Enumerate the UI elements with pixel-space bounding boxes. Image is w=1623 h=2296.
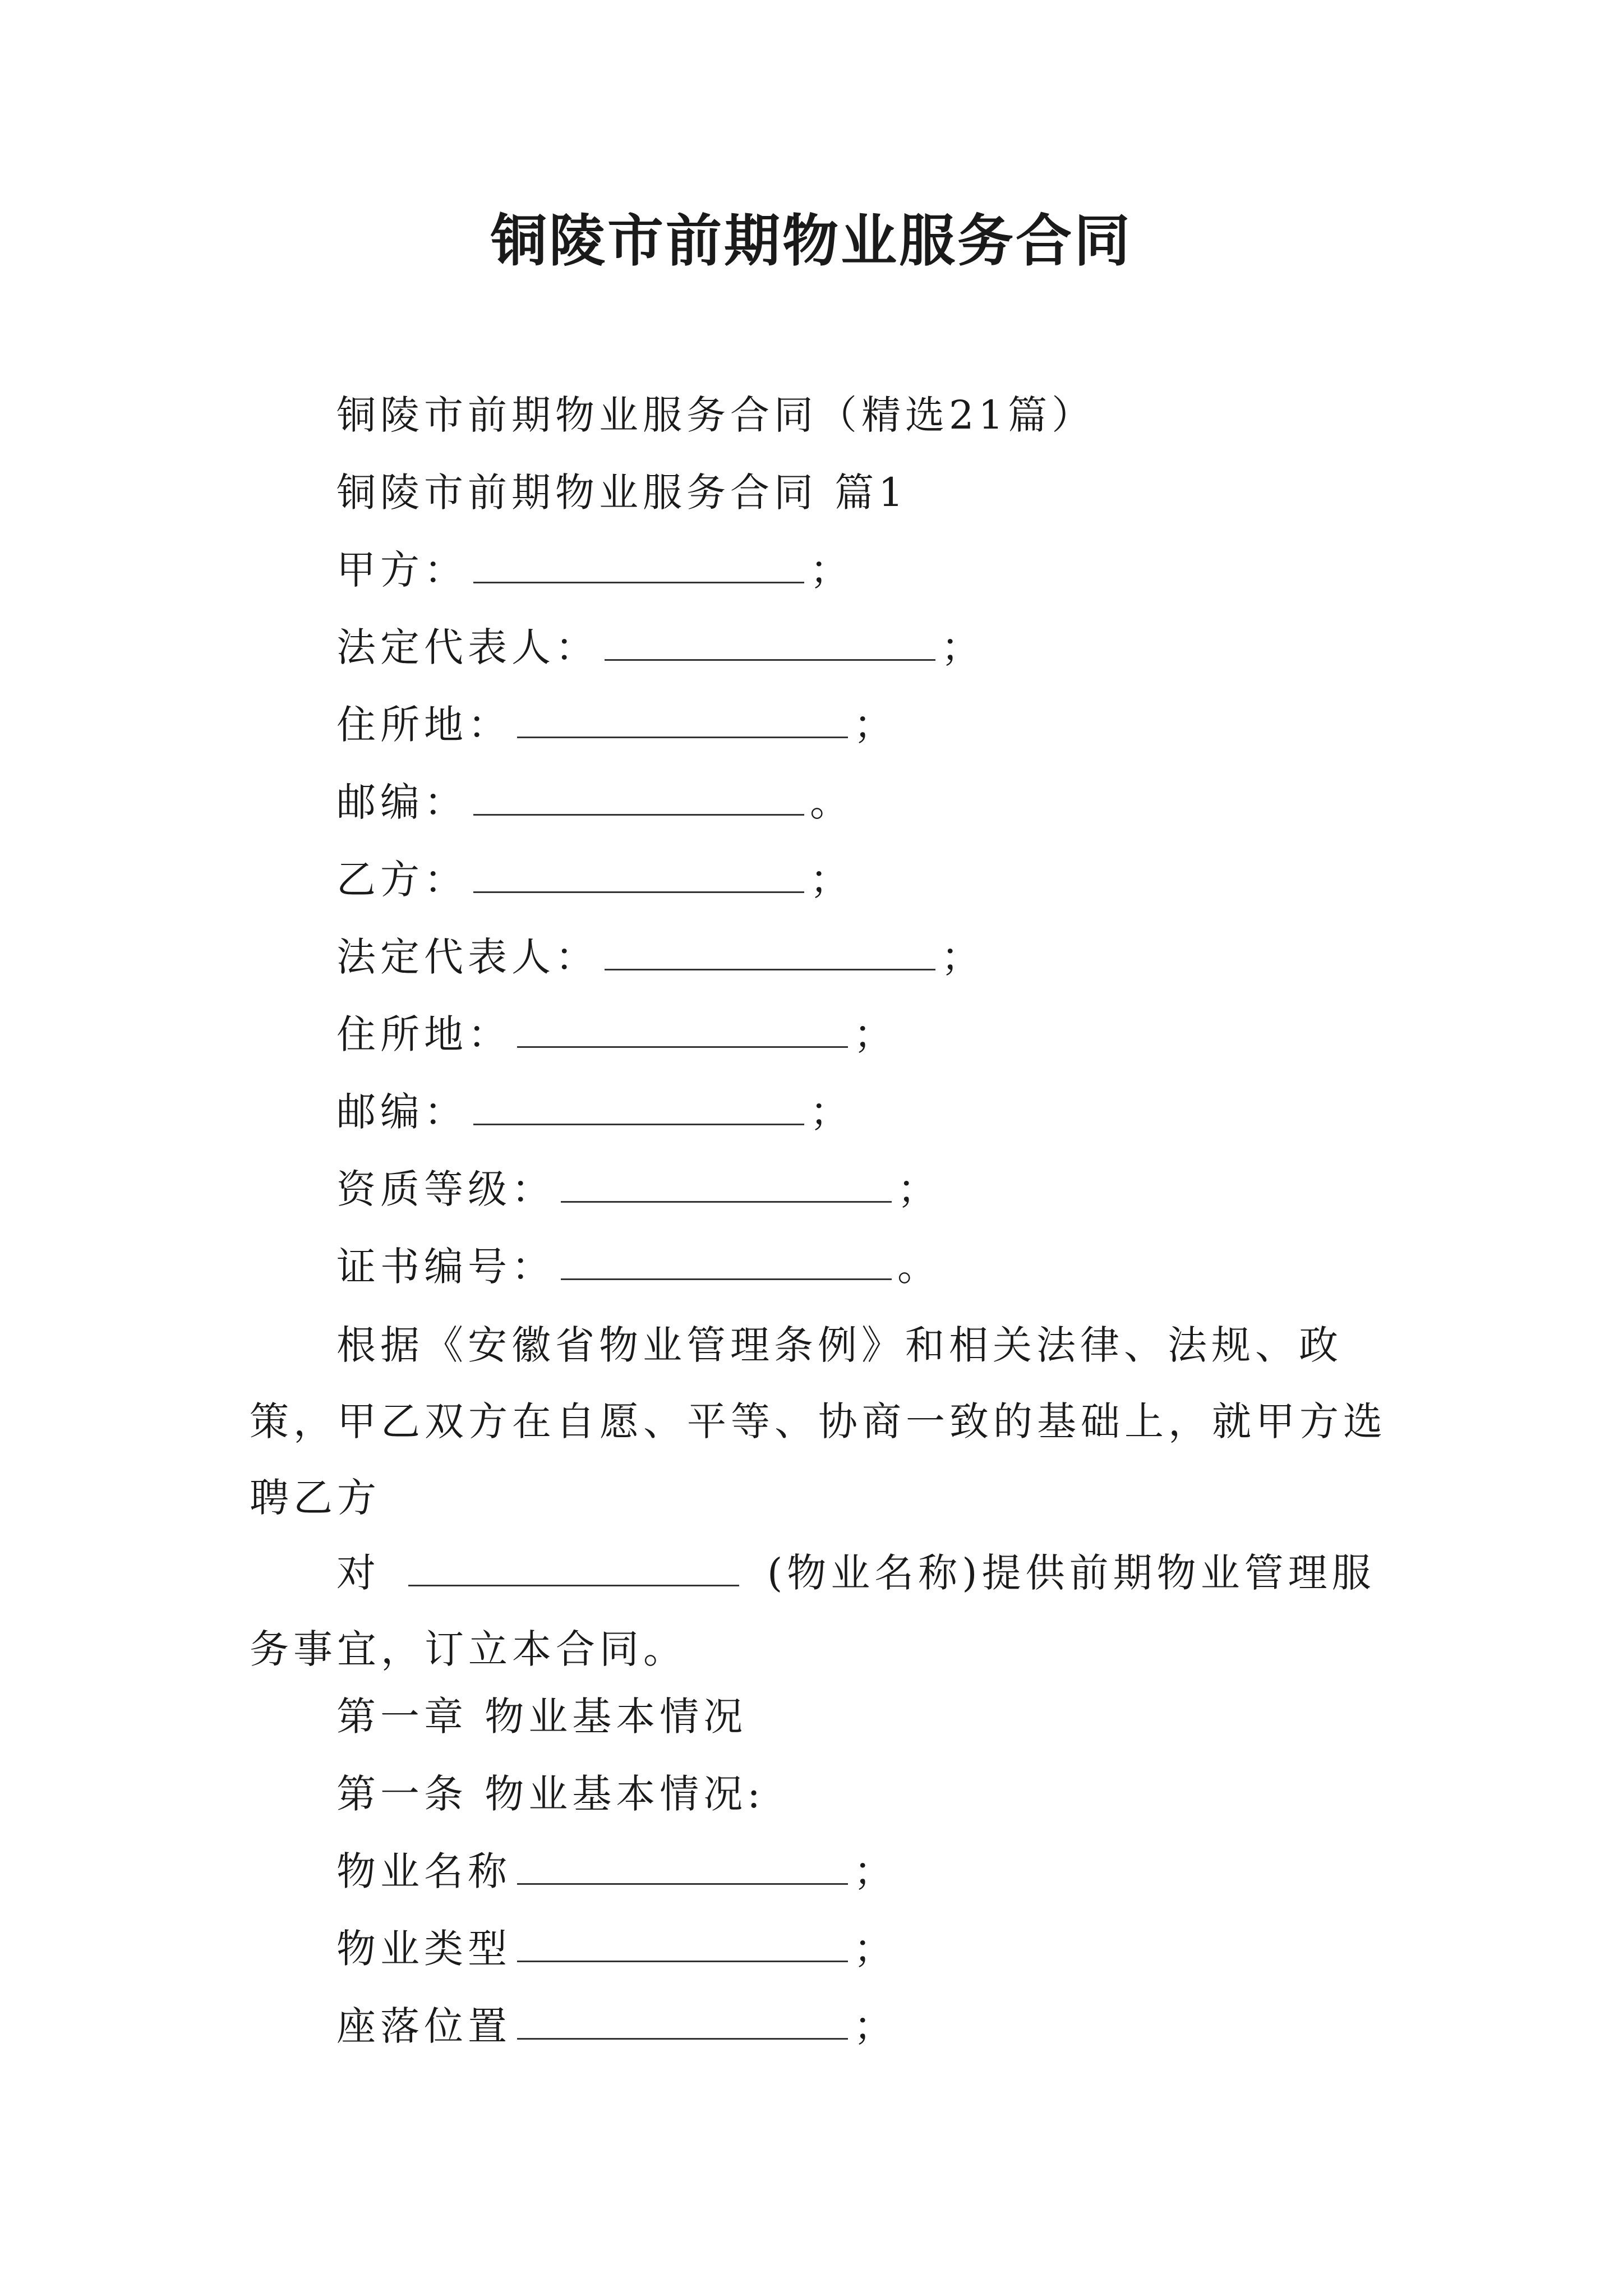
field-party-a-address xyxy=(336,697,897,753)
article-heading: 第一条 物业基本情况: xyxy=(336,1771,765,1817)
field-label: 座落位置 xyxy=(336,2003,511,2049)
field-property-type xyxy=(336,1921,897,1977)
field-label: 邮编： xyxy=(336,779,468,825)
field-end: ； xyxy=(854,1011,897,1057)
fill-blank[interactable] xyxy=(473,775,804,816)
fill-blank[interactable] xyxy=(517,697,848,738)
scope-prefix: 对 xyxy=(336,1550,380,1596)
field-end: ； xyxy=(810,547,854,593)
field-party-a xyxy=(336,542,854,598)
fill-blank[interactable] xyxy=(561,1162,892,1203)
field-label: 甲方： xyxy=(336,547,468,593)
subtitle: 铜陵市前期物业服务合同（精选21篇） xyxy=(336,392,1096,438)
chapter-heading: 第一章 物业基本情况 xyxy=(336,1694,748,1740)
field-end: ； xyxy=(854,1848,897,1894)
fill-blank[interactable] xyxy=(473,852,804,893)
field-end: ； xyxy=(897,1166,941,1212)
property-name-blank[interactable] xyxy=(408,1545,739,1586)
field-end: ； xyxy=(941,934,985,980)
fill-blank[interactable] xyxy=(605,620,935,661)
field-label: 乙方： xyxy=(336,857,468,903)
field-label: 法定代表人： xyxy=(336,934,599,980)
field-label: 证书编号： xyxy=(336,1244,555,1290)
field-label: 住所地： xyxy=(336,1011,511,1057)
field-label: 邮编： xyxy=(336,1089,468,1135)
field-end: ； xyxy=(941,624,985,670)
section-heading: 铜陵市前期物业服务合同 篇1 xyxy=(336,470,908,516)
field-property-location xyxy=(336,1998,897,2054)
field-end: ； xyxy=(854,702,897,748)
fill-blank[interactable] xyxy=(517,1844,848,1885)
fill-blank[interactable] xyxy=(561,1239,892,1280)
fill-blank[interactable] xyxy=(473,542,804,583)
fill-blank[interactable] xyxy=(517,1921,848,1962)
fill-blank[interactable] xyxy=(473,1084,804,1125)
fill-blank[interactable] xyxy=(605,930,935,970)
scope-paragraph xyxy=(250,1535,1394,1687)
field-qualification-level xyxy=(336,1161,941,1217)
field-end: ； xyxy=(854,1926,897,1972)
field-party-a-representative xyxy=(336,619,985,675)
field-label: 住所地： xyxy=(336,702,511,748)
field-label: 物业类型 xyxy=(336,1926,511,1972)
fill-blank[interactable] xyxy=(517,1999,848,2040)
field-certificate-number xyxy=(336,1239,941,1295)
document-title: 铜陵市前期物业服务合同 xyxy=(491,208,1132,274)
scope-suffix: (物业名称)提供前期物业管理服务事宜，订立本合同。 xyxy=(250,1550,1376,1672)
field-party-b-representative xyxy=(336,929,985,985)
field-label: 法定代表人： xyxy=(336,624,599,670)
field-party-b-address xyxy=(336,1006,897,1062)
field-end: ； xyxy=(854,2003,897,2049)
field-party-a-postcode xyxy=(336,774,854,830)
field-end: 。 xyxy=(810,779,854,825)
fill-blank[interactable] xyxy=(517,1007,848,1048)
field-label: 物业名称 xyxy=(336,1848,511,1894)
field-property-name xyxy=(336,1843,897,1899)
field-end: ； xyxy=(810,1089,854,1135)
field-label: 资质等级： xyxy=(336,1166,555,1212)
field-end: 。 xyxy=(897,1244,941,1290)
field-party-b xyxy=(336,852,854,908)
preamble-paragraph: 根据《安徽省物业管理条例》和相关法律、法规、政策，甲乙双方在自愿、平等、协商一致的基础上，就甲方选聘乙方 xyxy=(250,1322,1387,1521)
field-end: ； xyxy=(810,857,854,903)
field-party-b-postcode xyxy=(336,1084,854,1140)
